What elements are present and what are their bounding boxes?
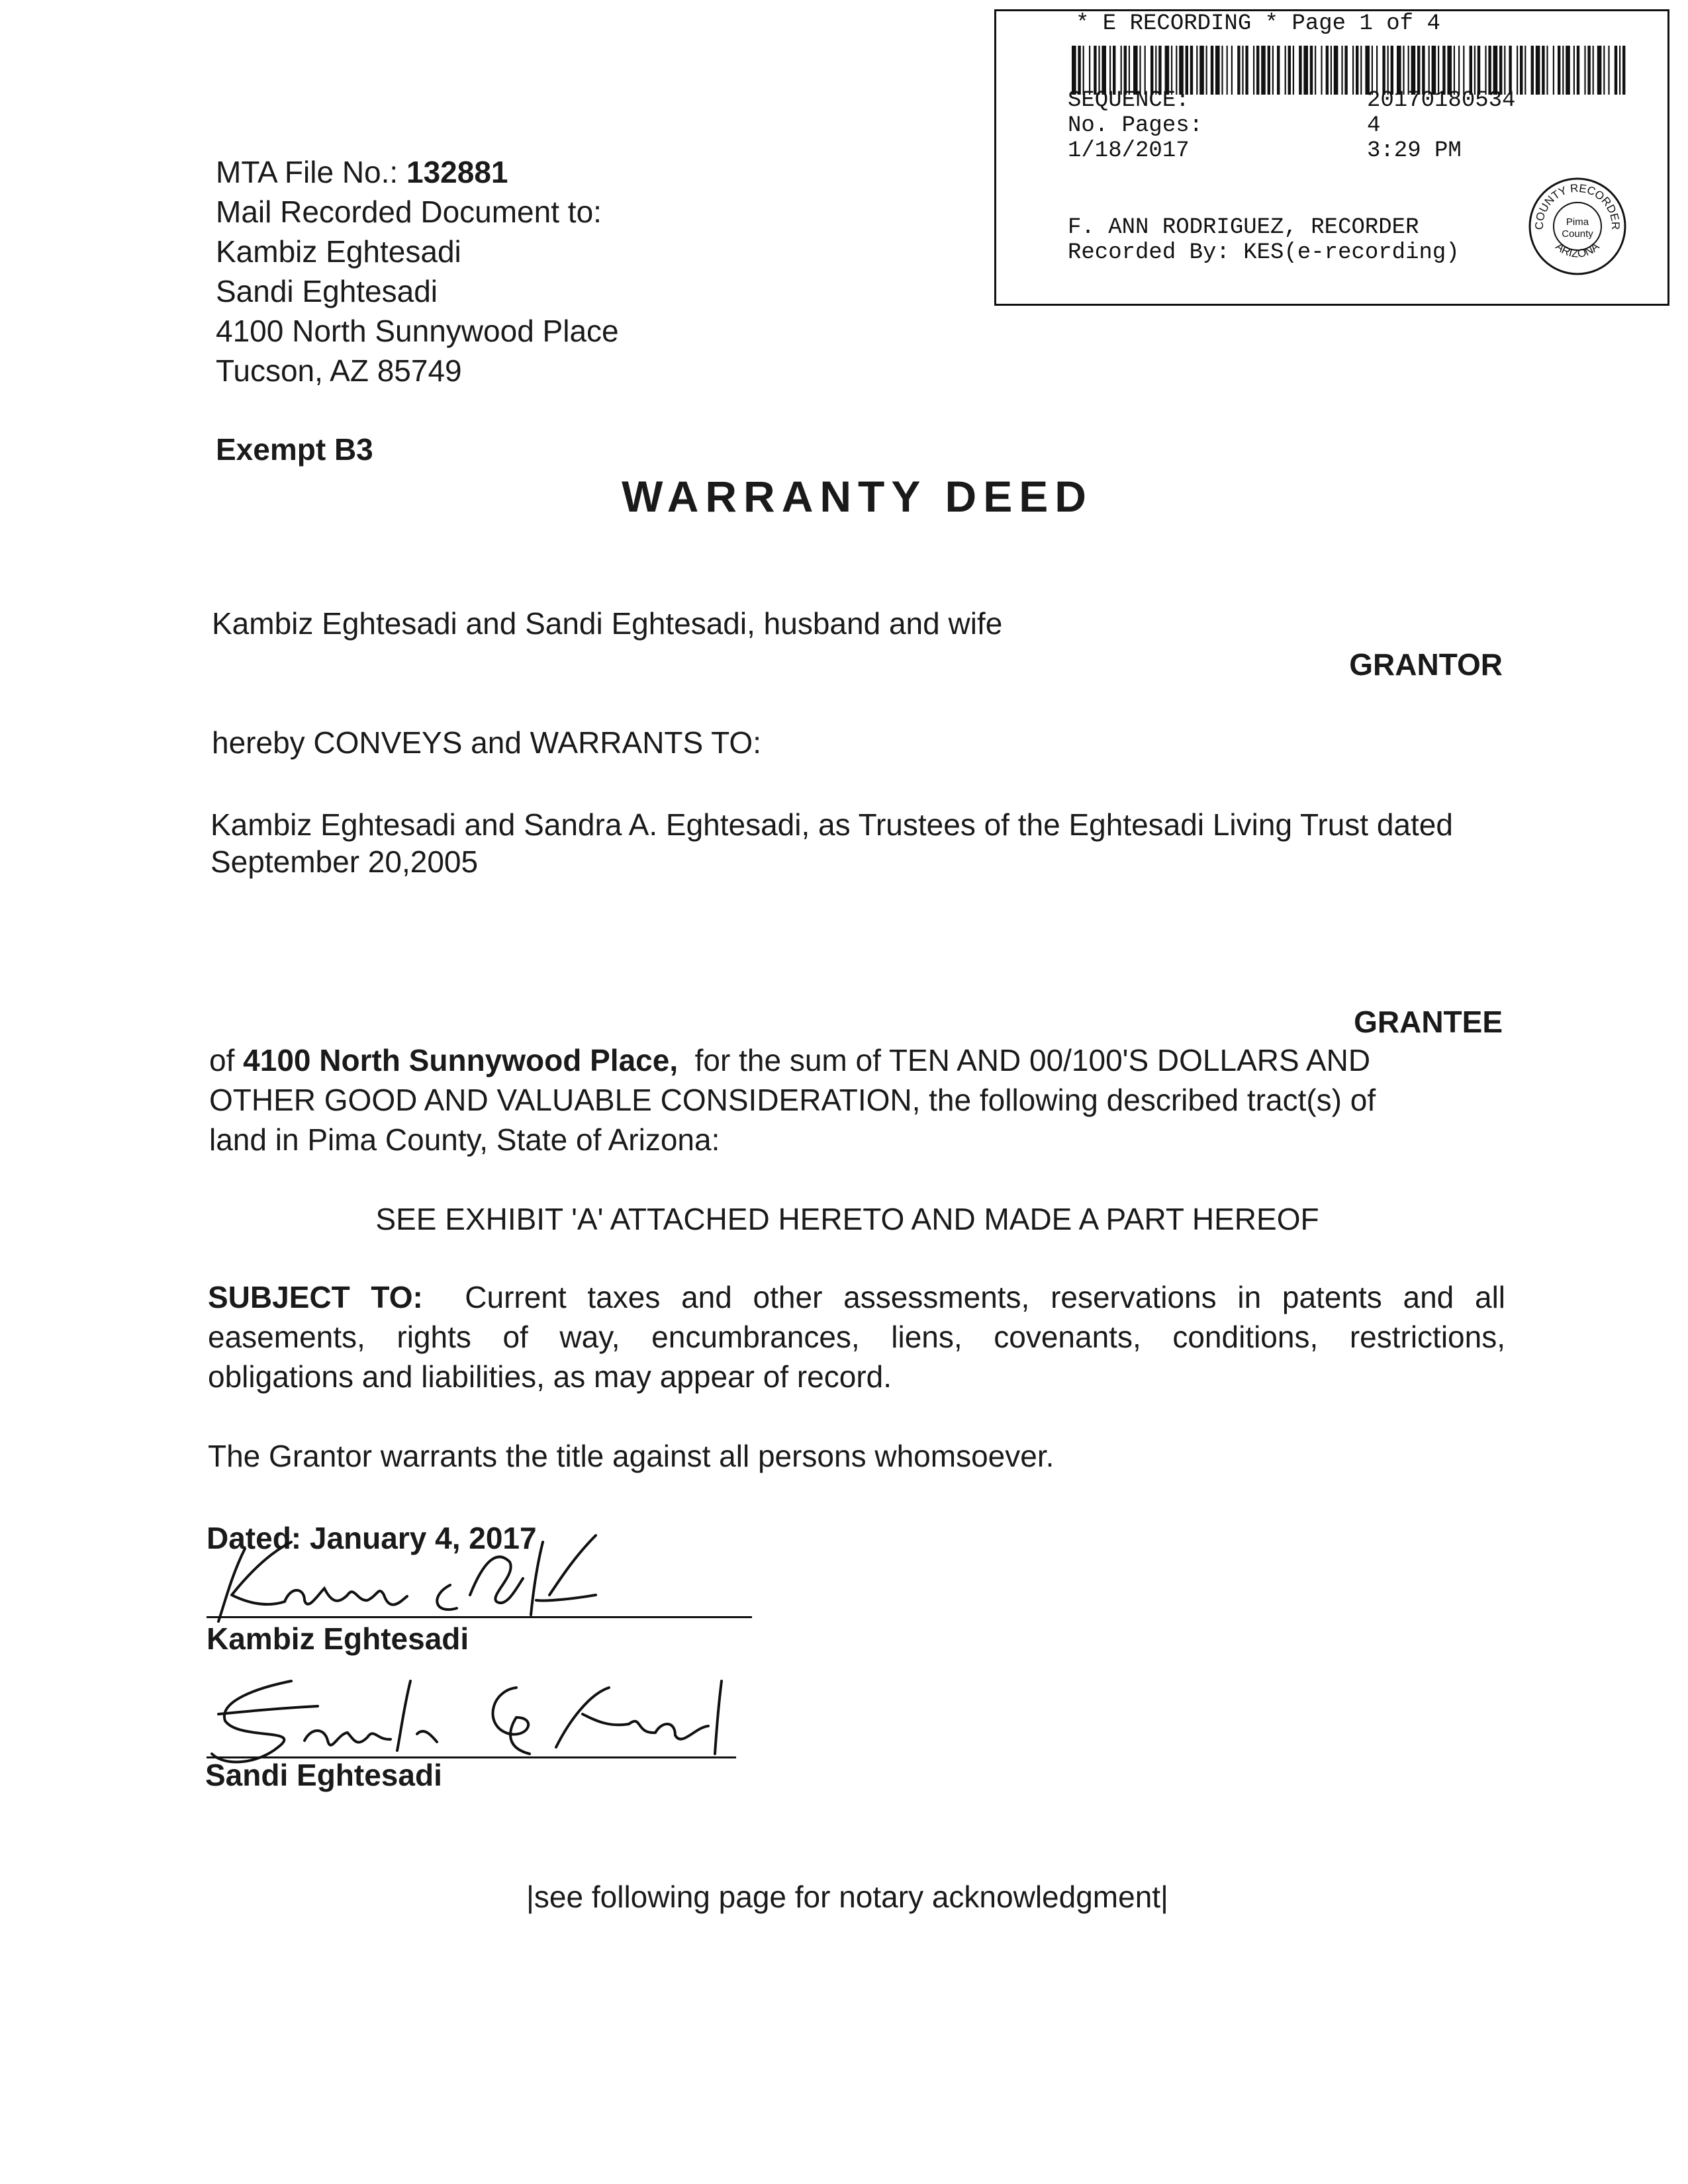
signer-2-name: Sandi Eghtesadi	[205, 1758, 442, 1792]
subject-to-line-1: Current taxes and other assessments, reservations in patents and all	[465, 1280, 1506, 1314]
grantee-line-1: Kambiz Eghtesadi and Sandra A. Eghtesadi, as Trustees of the Eghtesadi Living Trust dated	[211, 807, 1453, 842]
grantee-label: GRANTEE	[1354, 1005, 1503, 1039]
sequence-value: 20170180534	[1367, 88, 1516, 113]
seal-center-1: Pima	[1566, 216, 1589, 228]
pages-label: No. Pages:	[1068, 113, 1203, 138]
signer-1-name: Kambiz Eghtesadi	[207, 1621, 469, 1656]
property-address: 4100 North Sunnywood Place,	[243, 1043, 679, 1077]
recorded-by: Recorded By: KES(e-recording)	[1068, 240, 1460, 265]
mail-city: Tucson, AZ 85749	[216, 353, 462, 388]
recording-stamp	[994, 9, 1669, 306]
warranty-statement: The Grantor warrants the title against all persons whomsoever.	[208, 1439, 1055, 1473]
mail-name-2: Sandi Eghtesadi	[216, 274, 438, 308]
property-line-3: land in Pima County, State of Arizona:	[209, 1122, 720, 1157]
subject-to-label: SUBJECT TO:	[208, 1280, 423, 1314]
property-of: of	[209, 1043, 244, 1077]
mail-street: 4100 North Sunnywood Place	[216, 314, 619, 348]
property-block	[209, 1040, 1376, 1160]
mta-file-line	[216, 152, 619, 192]
pages-value: 4	[1367, 113, 1381, 138]
svg-text:ARIZONA	[1553, 240, 1602, 260]
mail-block	[216, 152, 619, 390]
county-seal-icon	[1526, 175, 1629, 278]
seal-top-text: COUNTY RECORDER	[1532, 181, 1622, 230]
subject-to-line-2: easements, rights of way, encumbrances, liens, covenants, conditions, restrictions,	[208, 1320, 1505, 1354]
dated-line: Dated: January 4, 2017	[207, 1521, 537, 1555]
subject-to-block	[208, 1277, 1505, 1396]
recording-time: 3:29 PM	[1367, 138, 1462, 163]
mail-to-label: Mail Recorded Document to:	[216, 195, 602, 229]
seal-center-2: County	[1562, 228, 1593, 240]
grantor-label: GRANTOR	[1349, 647, 1503, 682]
file-number: 132881	[406, 155, 508, 189]
barcode	[1072, 46, 1628, 95]
signature-kambiz	[205, 1522, 655, 1628]
grantor-names: Kambiz Eghtesadi and Sandi Eghtesadi, husband and wife	[212, 606, 1003, 641]
property-line-1-rest: for the sum of TEN AND 00/100'S DOLLARS AND	[678, 1043, 1371, 1077]
subject-to-line-3: obligations and liabilities, as may appear of record.	[208, 1359, 892, 1394]
document-title: WARRANTY DEED	[622, 472, 1093, 521]
stamp-header: * E RECORDING * Page 1 of 4	[1076, 11, 1440, 36]
signature-line-1	[207, 1616, 752, 1618]
mail-name-1: Kambiz Eghtesadi	[216, 234, 461, 269]
property-line-2: OTHER GOOD AND VALUABLE CONSIDERATION, the following described tract(s) of	[209, 1083, 1376, 1117]
recorder-name: F. ANN RODRIGUEZ, RECORDER	[1068, 215, 1419, 240]
seal-bottom-text: ARIZONA	[1553, 240, 1602, 260]
exempt-label: Exempt B3	[216, 432, 373, 467]
exhibit-reference: SEE EXHIBIT 'A' ATTACHED HERETO AND MADE A PART HEREOF	[375, 1202, 1319, 1236]
conveys-text: hereby CONVEYS and WARRANTS TO:	[212, 725, 761, 760]
notary-note: |see following page for notary acknowledgment|	[526, 1880, 1169, 1914]
file-label: MTA File No.:	[216, 155, 406, 189]
sequence-label: SEQUENCE:	[1068, 88, 1190, 113]
grantee-line-2: September 20,2005	[211, 844, 479, 879]
recording-date: 1/18/2017	[1068, 138, 1190, 163]
